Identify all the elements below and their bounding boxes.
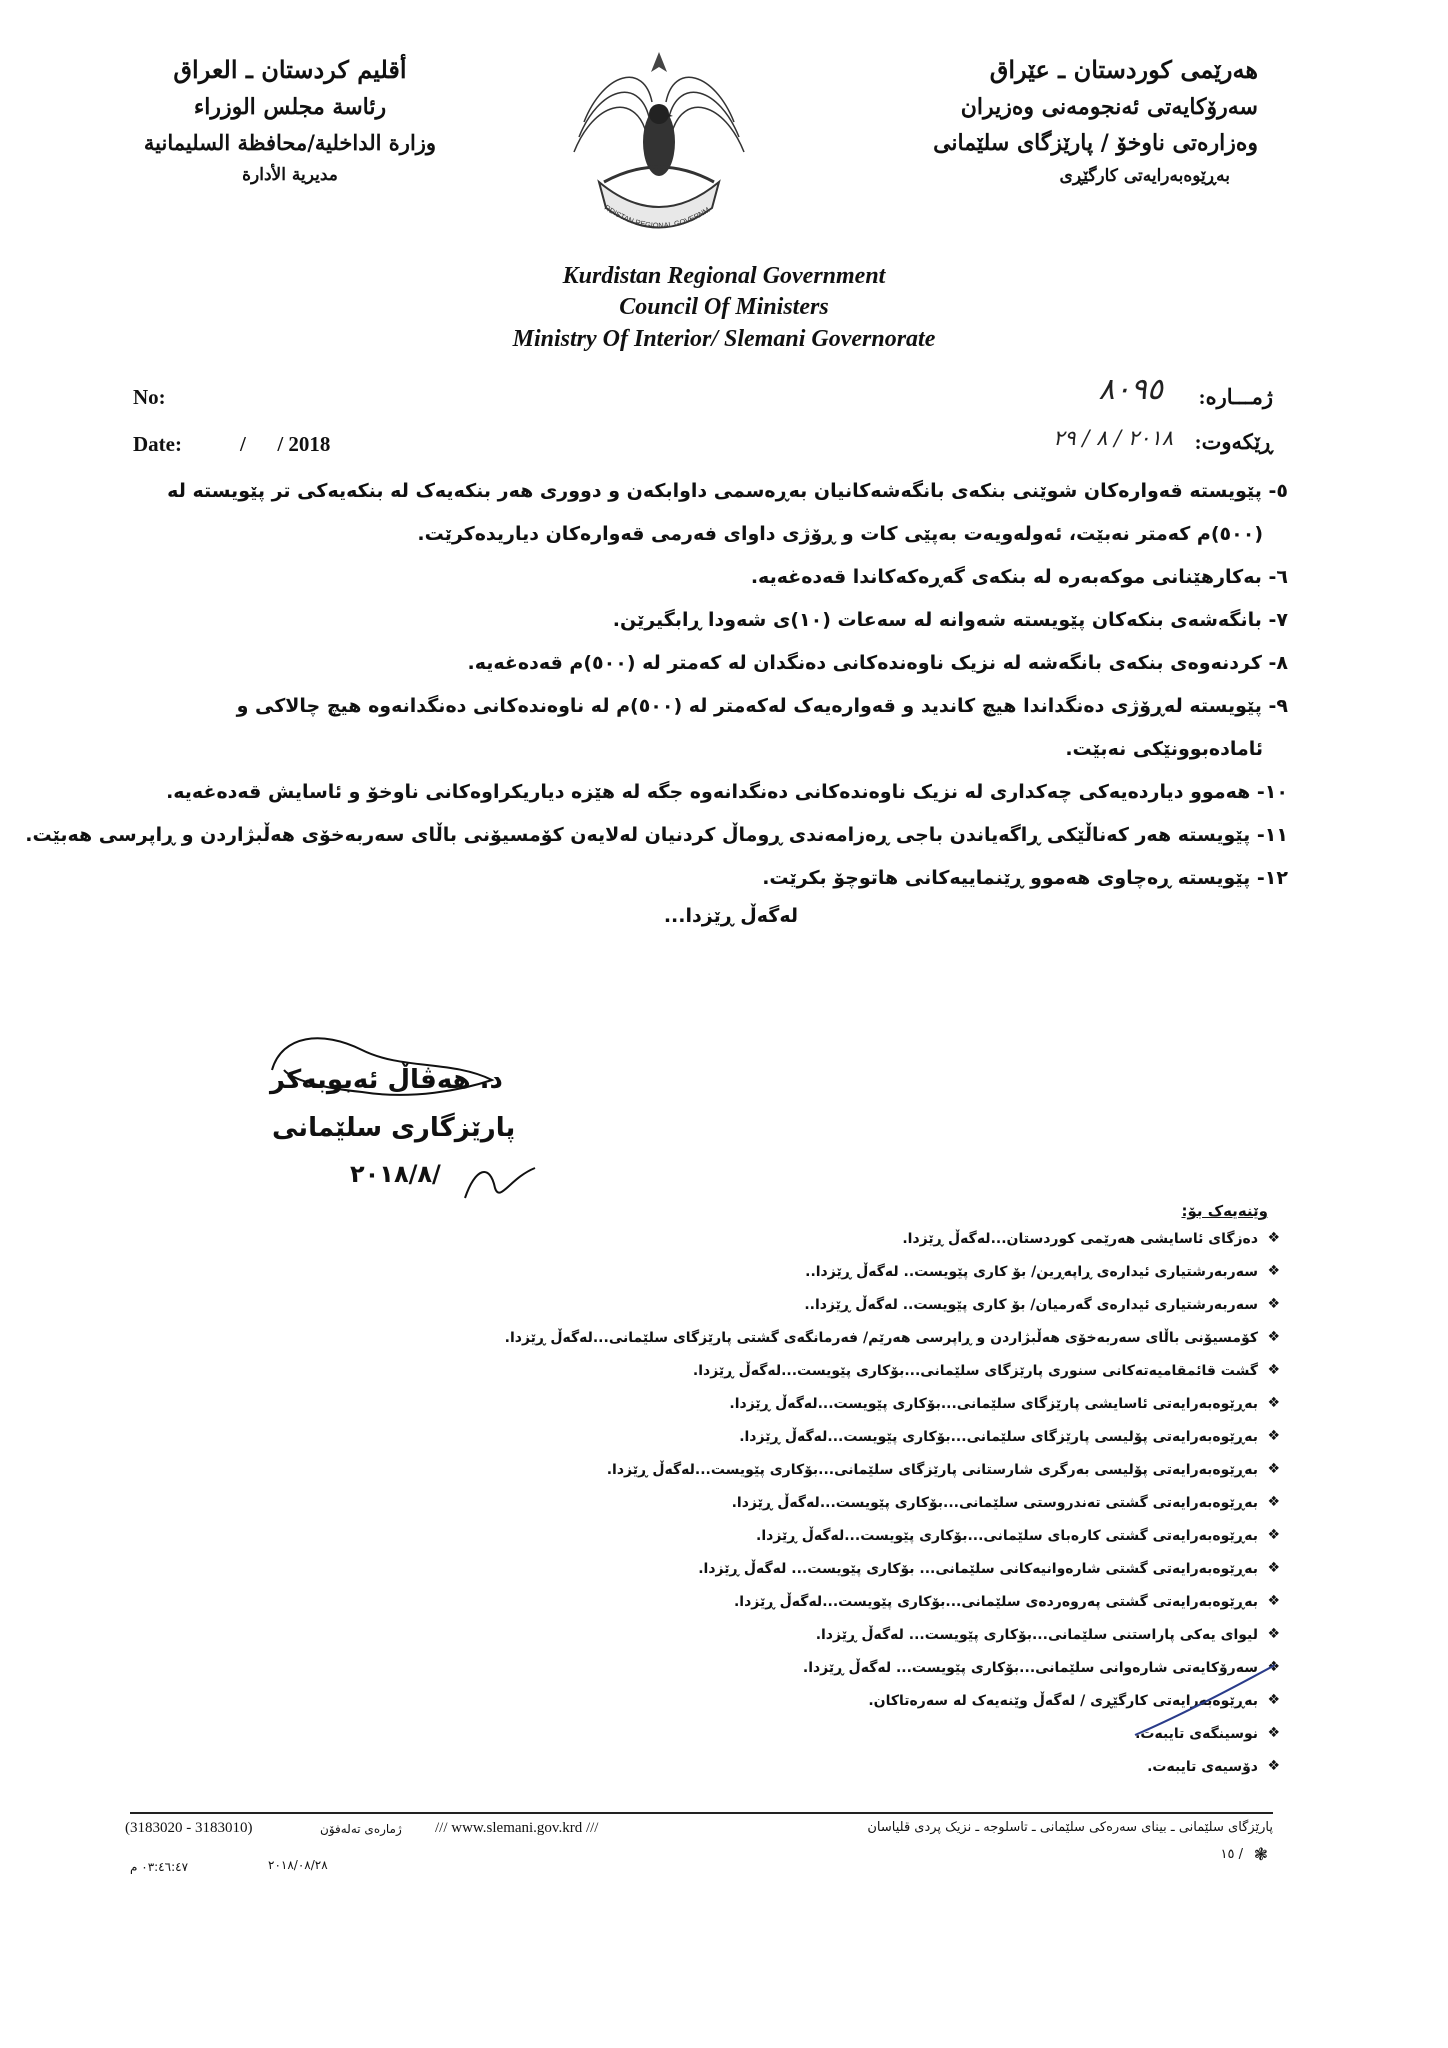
bullet-diamond-icon: ❖ <box>1267 1230 1280 1246</box>
bullet-diamond-icon: ❖ <box>1267 1494 1280 1510</box>
cc-item: بەڕێوەبەرایەتی ئاسایشی پارێزگای سلێمانی...بۆکاری پێویست...لەگەڵ ڕێزدا. <box>729 1396 1258 1412</box>
header-right-ministry: وەزارەتی ناوخۆ / پارێزگای سلێمانی <box>933 130 1258 156</box>
bullet-diamond-icon: ❖ <box>1267 1626 1280 1642</box>
footer-print-date: ٢٠١٨/٠٨/٢٨ <box>268 1858 328 1872</box>
body-line-6: ٦- بەکارهێنانی موکەبەرە لە بنکەی گەڕەکەکاندا قەدەغەیە. <box>750 566 1288 588</box>
cc-item: سەربەرشتیاری ئیدارەی گەرمیان/ بۆ کاری پێویست.. لەگەڵ ڕێزدا.. <box>804 1297 1258 1313</box>
pen-mark <box>1130 1660 1280 1740</box>
header-left-block <box>140 55 440 185</box>
date-label: Date: <box>133 432 182 456</box>
cc-item: دۆسیەی تایبەت. <box>1147 1759 1258 1775</box>
signatory-title: پارێزگاری سلێمانی <box>272 1113 516 1143</box>
bullet-diamond-icon: ❖ <box>1267 1725 1280 1741</box>
header-left-region: أقليم كردستان ـ العراق <box>173 55 407 84</box>
header-left-directorate: مديرية الأدارة <box>242 165 338 185</box>
header-left-council: رئاسة مجلس الوزراء <box>193 94 387 120</box>
footer-website: /// www.slemani.gov.krd /// <box>435 1820 599 1836</box>
cc-item: بەڕێوەبەرایەتی گشتی تەندروستی سلێمانی...بۆکاری پێویست...لەگەڵ ڕێزدا. <box>731 1495 1258 1511</box>
footer-print-time: ٠٣:٤٦:٤٧ م <box>130 1860 189 1874</box>
bullet-diamond-icon: ❖ <box>1267 1527 1280 1543</box>
header-right-directorate: بەڕێوەبەرایەتی کارگێڕی <box>1059 166 1230 186</box>
footer-rule <box>130 1812 1273 1814</box>
closing-regards: لەگەڵ ڕێزدا... <box>663 905 798 927</box>
cc-item: بەڕێوەبەرایەتی کارگێڕی / لەگەڵ وێنەیەک لە سەرەتاکان. <box>868 1693 1258 1709</box>
header-right-block <box>898 55 1258 186</box>
header-left-ministry: وزارة الداخلية/محافظة السليمانية <box>143 130 437 155</box>
bullet-diamond-icon: ❖ <box>1267 1428 1280 1444</box>
cc-label: وێنەیەک بۆ: <box>1181 1202 1268 1220</box>
date-value: / / 2018 <box>240 432 331 456</box>
body-line-11: ١١- پێویستە هەر کەناڵێکی ڕاگەیاندن باجی ڕەزامەندی ڕوماڵ کردنیان لەلایەن کۆمسیۆنی باڵای سەربەخۆی هەڵبژاردن و ڕاپرسی هەبێت. <box>25 824 1288 846</box>
bullet-diamond-icon: ❖ <box>1267 1329 1280 1345</box>
bullet-diamond-icon: ❖ <box>1267 1758 1280 1774</box>
footer-address: پارێزگای سلێمانی ـ بینای سەرەکی سلێمانی ـ تاسلوجە ـ نزیک پردی قلیاسان <box>867 1820 1273 1835</box>
footer-phones: (3183020 - 3183010) <box>125 1820 253 1836</box>
no-label: No: <box>133 385 166 409</box>
header-right-region: هەرێمی کوردستان ـ عێراق <box>989 55 1258 84</box>
en-title-ministry: Ministry Of Interior/ Slemani Governorate <box>512 326 936 352</box>
bullet-diamond-icon: ❖ <box>1267 1362 1280 1378</box>
bullet-diamond-icon: ❖ <box>1267 1659 1280 1675</box>
cc-item: کۆمسیۆنی باڵای سەربەخۆی هەڵبژاردن و ڕاپرسی هەرێم/ فەرمانگەی گشتی پارێزگای سلێمانی...لەگەڵ ڕێزدا. <box>504 1330 1258 1346</box>
date-label-ku: ڕێکەوت: <box>1194 430 1273 454</box>
body-line-5a: ٥- پێویستە قەوارەکان شوێنی بنکەی بانگەشەکانیان بەڕەسمی داوابکەن و دووری هەر بنکەیەک لە بنکەیەکی تر پێویستە لە <box>167 480 1288 502</box>
cc-item: بەڕێوەبەرایەتی پۆلیسی بەرگری شارستانی پارێزگای سلێمانی...بۆکاری پێویست...لەگەڵ ڕێزدا. <box>606 1462 1258 1478</box>
footer-page: ١٥ / <box>1220 1847 1243 1862</box>
body-line-10: ١٠- هەموو دیاردەیەکی چەکداری لە نزیک ناوەندەکانی دەنگدانەوە جگە لە هێزە دیاریکراوەکانی ناوخۆ و ئاسایش قەدەغەیە. <box>166 781 1288 803</box>
signature-date: ٢٠١٨/٨/ <box>350 1160 441 1188</box>
cc-item: بەڕێوەبەرایەتی گشتی کارەبای سلێمانی...بۆکاری پێویست...لەگەڵ ڕێزدا. <box>756 1528 1258 1544</box>
emblem-caption: RDISTAN REGIONAL GOVERNM <box>602 202 712 231</box>
cc-item: دەزگای ئاسایشی هەرێمی کوردستان...لەگەڵ ڕێزدا. <box>902 1231 1258 1247</box>
body-line-5b: (٥٠٠)م کەمتر نەبێت، ئەولەویەت بەپێی کات و ڕۆژی داوای فەرمی قەوارەکان دیاریدەکرێت. <box>417 523 1263 545</box>
handwritten-date: ٢٠١٨ / ٨ / ٢٩ <box>1053 426 1173 450</box>
cc-item: بەڕێوەبەرایەتی پۆلیسی پارێزگای سلێمانی...بۆکاری پێویست...لەگەڵ ڕێزدا. <box>739 1429 1258 1445</box>
cc-item: بەڕێوەبەرایەتی گشتی شارەوانیەکانی سلێمانی... بۆکاری پێویست... لەگەڵ ڕێزدا. <box>698 1561 1258 1577</box>
cc-item: نوسینگەی تایبەت. <box>1135 1726 1258 1742</box>
bullet-diamond-icon: ❖ <box>1267 1395 1280 1411</box>
bullet-diamond-icon: ❖ <box>1267 1593 1280 1609</box>
footer-ornament-icon: ❃ <box>1253 1845 1268 1865</box>
footer-phones-label: ژمارەی تەلەفۆن <box>320 1822 402 1836</box>
bullet-diamond-icon: ❖ <box>1267 1296 1280 1312</box>
en-title-council: Council Of Ministers <box>619 294 829 320</box>
eagle-emblem-icon <box>544 32 774 257</box>
header-right-council: سەرۆکایەتی ئەنجومەنی وەزیران <box>960 94 1258 120</box>
cc-item: گشت قائمقامیەتەکانی سنوری پارێزگای سلێمانی...بۆکاری پێویست...لەگەڵ ڕێزدا. <box>692 1363 1258 1379</box>
bullet-diamond-icon: ❖ <box>1267 1263 1280 1279</box>
handwritten-number: ٨٠٩٥ <box>1098 372 1163 407</box>
signatory-name: د. هەڤاڵ ئەبوبەکر <box>270 1065 503 1095</box>
body-line-8: ٨- کردنەوەی بنکەی بانگەشە لە نزیک ناوەندەکانی دەنگدان لە کەمتر لە (٥٠٠)م قەدەغەیە. <box>467 652 1288 674</box>
bullet-diamond-icon: ❖ <box>1267 1461 1280 1477</box>
date-scribble <box>460 1158 540 1208</box>
cc-item: بەڕێوەبەرایەتی گشتی پەروەردەی سلێمانی...بۆکاری پێویست...لەگەڵ ڕێزدا. <box>733 1594 1258 1610</box>
bullet-diamond-icon: ❖ <box>1267 1692 1280 1708</box>
en-title-krg: Kurdistan Regional Government <box>562 263 886 289</box>
body-line-9a: ٩- پێویستە لەڕۆژی دەنگداندا هیچ کاندید و قەوارەیەک لەکەمتر لە (٥٠٠)م لە ناوەندەکانی دەنگدانەوە هیچ چالاکی و <box>236 695 1288 717</box>
cc-item: سەرۆکایەتی شارەوانی سلێمانی...بۆکاری پێویست... لەگەڵ ڕێزدا. <box>802 1660 1258 1676</box>
cc-item: لیوای یەکی پاراستنی سلێمانی...بۆکاری پێویست... لەگەڵ ڕێزدا. <box>815 1627 1258 1643</box>
krg-emblem <box>544 32 774 257</box>
body-line-12: ١٢- پێویستە ڕەچاوی هەموو ڕێنماییەکانی هاتوچۆ بکرێت. <box>762 867 1288 889</box>
body-line-7: ٧- بانگەشەی بنکەکان پێویستە شەوانە لە سەعات (١٠)ی شەودا ڕابگیرێن. <box>612 609 1288 631</box>
number-label-ku: ژمـــارە: <box>1198 385 1273 409</box>
bullet-diamond-icon: ❖ <box>1267 1560 1280 1576</box>
cc-item: سەربەرشتیاری ئیدارەی ڕاپەڕین/ بۆ کاری پێویست.. لەگەڵ ڕێزدا.. <box>805 1264 1258 1280</box>
body-line-9b: ئامادەبوونێکی نەبێت. <box>1065 738 1263 760</box>
